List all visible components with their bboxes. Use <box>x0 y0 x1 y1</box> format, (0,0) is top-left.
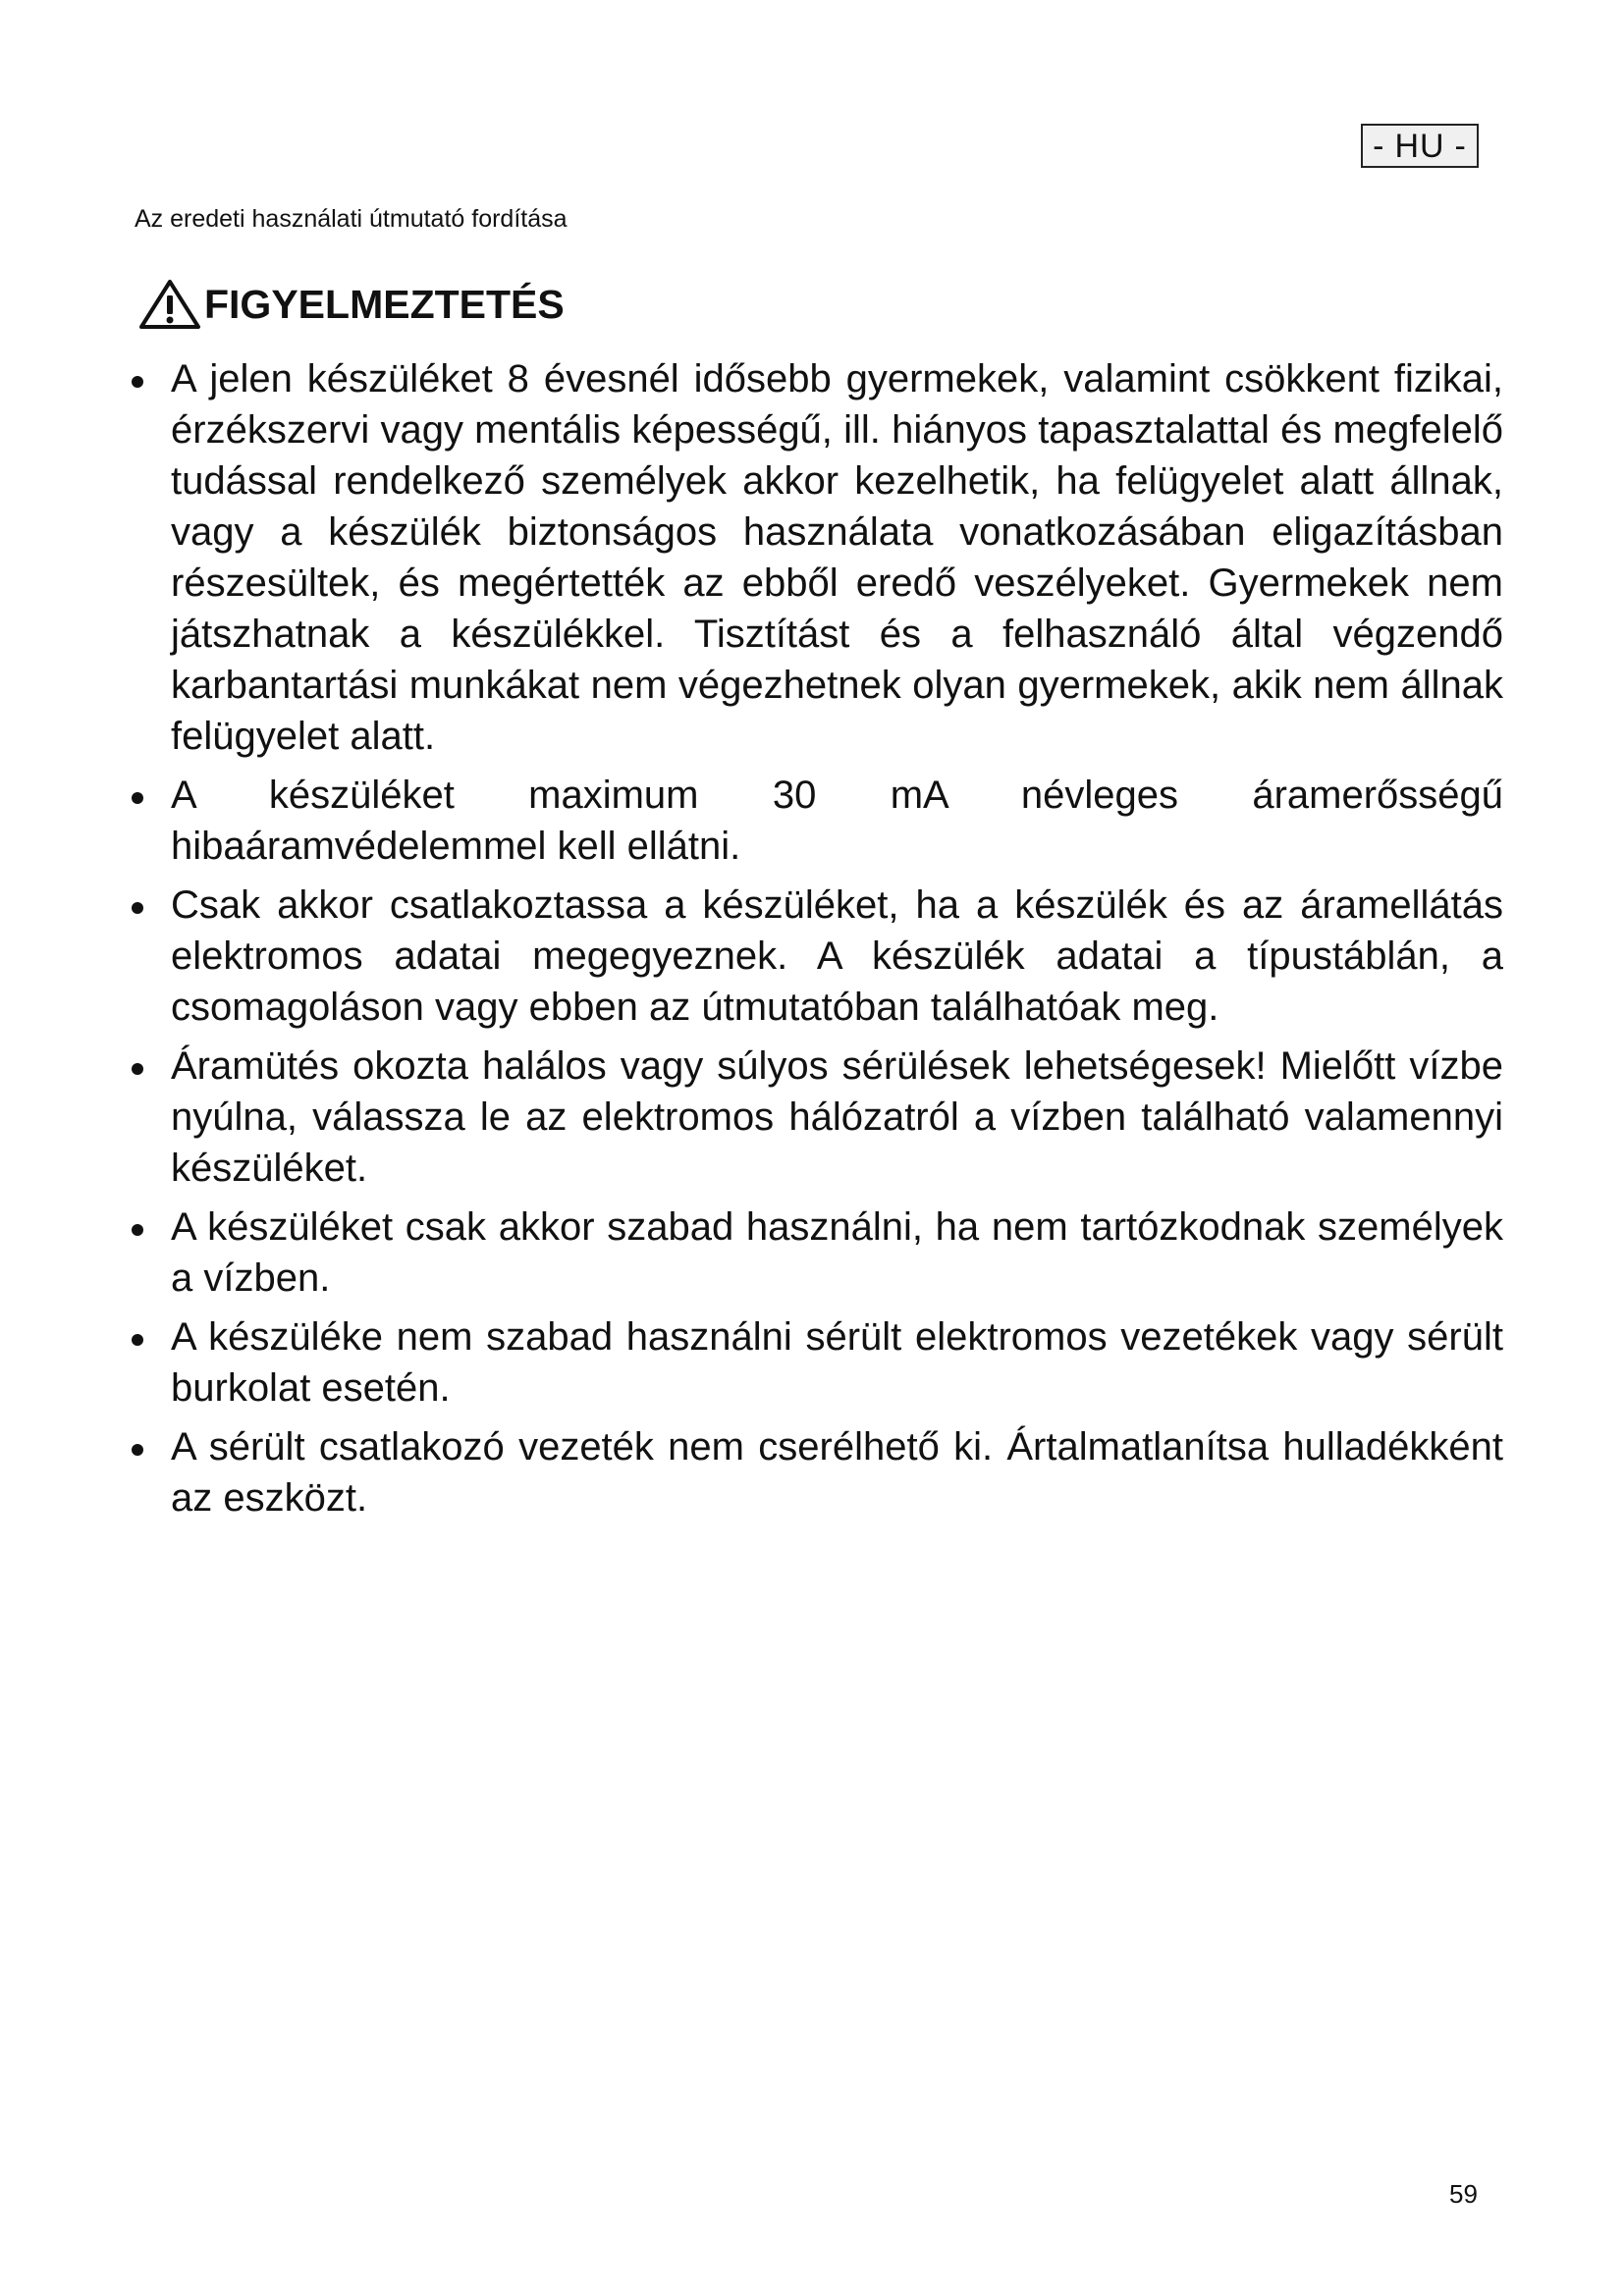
warning-item-text: A sérült csatlakozó vezeték nem cserélhető ki. Ártalmatlanítsa hulladékként az eszközt. <box>171 1425 1503 1520</box>
warning-item-text: Csak akkor csatlakoztassa a készüléket, ha a készülék és az áramellátás elektromos adatai megegyeznek. A készülék adatai a típustáblán, a csomagoláson vagy ebben az útmutatóban találhatóak meg. <box>171 883 1503 1029</box>
badge-dash-right: - <box>1454 127 1467 165</box>
warning-title: FIGYELMEZTETÉS <box>204 281 565 327</box>
bullet-icon <box>132 1334 143 1346</box>
warning-item-text: A jelen készüléket 8 évesnél idősebb gyermekek, valamint csökkent fizikai, érzékszervi vagy mentális képességű, ill. hiányos tapasztalattal és megfelelő tudással rendelkező személyek akkor kezelhetik, ha felügyelet alatt állnak, vagy a készülék biztonságos használata vonatkozásában eligazításban részesültek, és megértették az ebből eredő veszélyeket. Gyermekek nem játszhatnak a készülékkel. Tisztítást és a felhasználó által végzendő karbantartási munkákat nem végezhetnek olyan gyermekek, akik nem állnak felügyelet alatt. <box>171 357 1503 758</box>
warning-item <box>129 353 1503 762</box>
document-subtitle: Az eredeti használati útmutató fordítása <box>135 205 568 233</box>
warning-item-text: A készüléke nem szabad használni sérült elektromos vezetékek vagy sérült burkolat esetén. <box>171 1315 1503 1410</box>
bullet-icon <box>132 902 143 914</box>
warning-item <box>129 770 1503 872</box>
language-code: HU <box>1394 127 1445 165</box>
warning-heading <box>137 278 565 331</box>
warning-item <box>129 1041 1503 1194</box>
bullet-icon <box>132 376 143 388</box>
bullet-icon <box>132 1063 143 1075</box>
warning-item <box>129 1311 1503 1414</box>
bullet-icon <box>132 1444 143 1456</box>
warning-item-text: A készüléket csak akkor szabad használni, ha nem tartózkodnak személyek a vízben. <box>171 1205 1503 1300</box>
warning-item-text: Áramütés okozta halálos vagy súlyos sérülések lehetségesek! Mielőtt vízbe nyúlna, válassza le az elektromos hálózatról a vízben található valamennyi készüléket. <box>171 1044 1503 1190</box>
warning-item <box>129 1201 1503 1304</box>
bullet-icon <box>132 1224 143 1236</box>
warning-item <box>129 1421 1503 1523</box>
warning-list <box>129 353 1503 1531</box>
language-badge <box>1361 124 1479 168</box>
warning-item-text: A készüléket maximum 30 mA névleges áramerősségű hibaáramvédelemmel kell ellátni. <box>171 774 1503 868</box>
badge-dash-left: - <box>1373 127 1385 165</box>
bullet-icon <box>132 792 143 804</box>
page-number: 59 <box>1449 2179 1478 2209</box>
warning-item <box>129 880 1503 1033</box>
warning-triangle-icon <box>137 278 202 331</box>
